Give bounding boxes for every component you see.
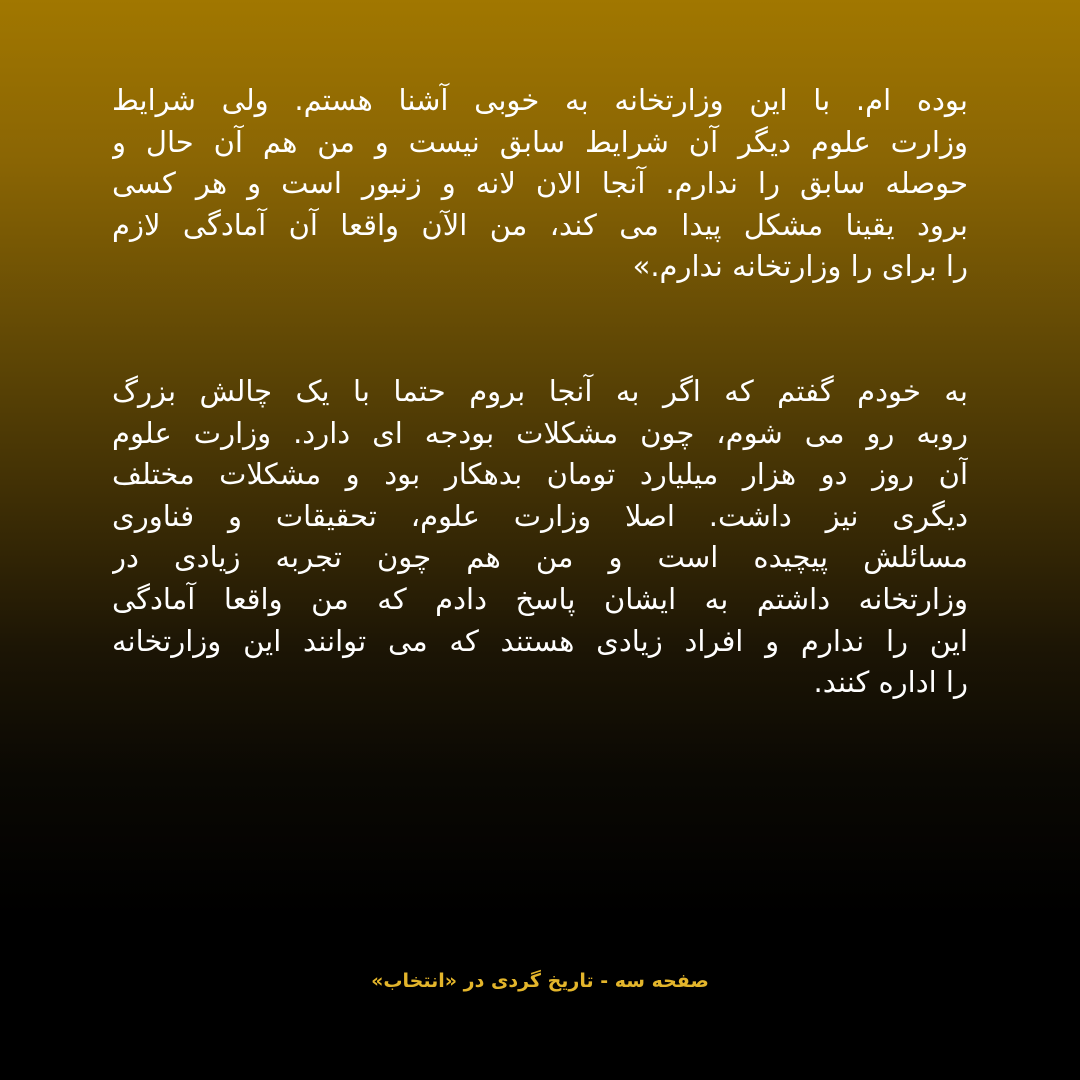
text-line: به خودم گفتم که اگر به آنجا بروم حتما با یک چالش بزرگ xyxy=(112,373,968,408)
text-line: را برای را وزارتخانه ندارم.» xyxy=(632,249,968,284)
paragraph-spacer xyxy=(112,288,968,371)
text-line: بوده ام. با این وزارتخانه به خوبی آشنا هستم. ولی شرایط xyxy=(112,83,968,117)
paragraph-1 xyxy=(112,80,968,288)
text-line: مسائلش پیچیده است و من هم چون تجربه زیادی در xyxy=(112,540,968,575)
text-line: حوصله سابق را ندارم. آنجا الان لانه و زنبور است و هر کسی xyxy=(112,166,968,201)
text-line: وزارت علوم دیگر آن شرایط سابق نیست و من هم آن حال و xyxy=(112,124,968,159)
text-line: روبه رو می شوم، چون مشکلات بودجه ای دارد. وزارت علوم xyxy=(112,415,968,450)
text-line: برود یقینا مشکل پیدا می کند، من الآن واقعا آن آمادگی لازم xyxy=(112,207,968,242)
text-line: وزارتخانه داشتم به ایشان پاسخ دادم که من واقعا آمادگی xyxy=(112,581,968,616)
text-line: دیگری نیز داشت. اصلا وزارت علوم، تحقیقات و فناوری xyxy=(112,498,968,533)
text-line: را اداره کنند. xyxy=(813,665,968,700)
article-body xyxy=(112,80,968,704)
paragraph-2 xyxy=(112,371,968,704)
text-line: آن روز دو هزار میلیارد تومان بدهکار بود و مشکلات مختلف xyxy=(112,457,968,492)
text-line: این را ندارم و افراد زیادی هستند که می توانند این وزارتخانه xyxy=(112,623,968,658)
page-caption: صفحه سه - تاریخ گردی در «انتخاب» xyxy=(371,970,709,992)
